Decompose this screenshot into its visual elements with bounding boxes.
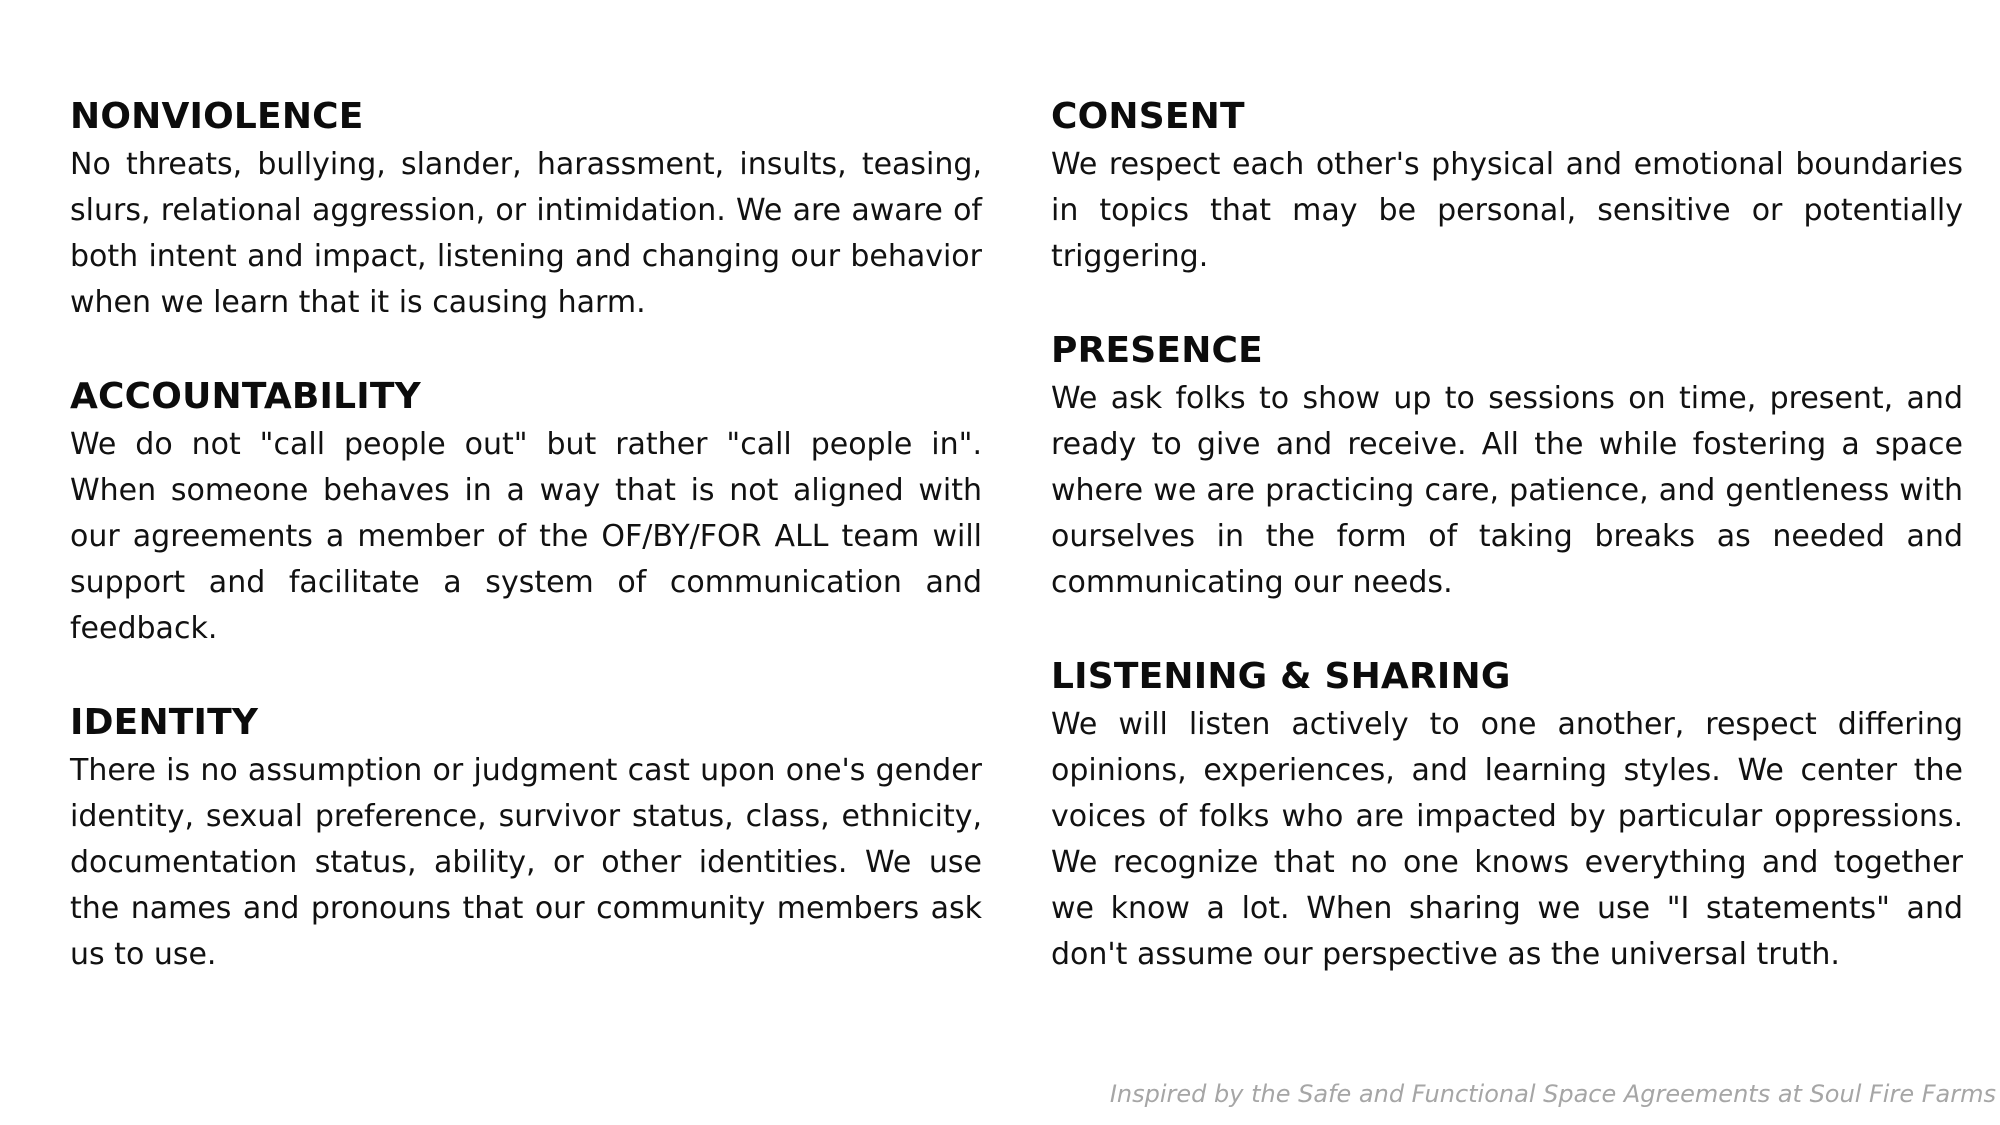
section-title: NONVIOLENCE <box>70 96 364 137</box>
section-listening-sharing <box>1051 652 1963 978</box>
section-title: PRESENCE <box>1051 330 1263 371</box>
section-identity <box>70 698 982 978</box>
section-title: IDENTITY <box>70 702 259 743</box>
section-presence <box>1051 326 1963 606</box>
section-title: CONSENT <box>1051 96 1245 137</box>
section-body: No threats, bullying, slander, harassment, insults, teasing, slurs, relational aggression, or intimidation. We are aware of both intent and impact, listening and changing our behavior when we learn that it is causing harm. <box>70 147 982 320</box>
section-body: There is no assumption or judgment cast upon one's gender identity, sexual preference, survivor status, class, ethnicity, documentation status, ability, or other identities. We use the names and pronouns that our community members ask us to use. <box>70 753 982 972</box>
section-title: LISTENING & SHARING <box>1051 656 1511 697</box>
section-accountability <box>70 372 982 652</box>
section-body: We will listen actively to one another, respect differing opinions, experiences, and learning styles. We center the voices of folks who are impacted by particular oppressions. We recognize that no one knows everything and together we know a lot. When sharing we use "I statements" and don't assume our perspective as the universal truth. <box>1051 707 1963 972</box>
section-body: We do not "call people out" but rather "call people in". When someone behaves in a way that is not aligned with our agreements a member of the OF/BY/FOR ALL team will support and facilitate a system of communication and feedback. <box>70 427 982 646</box>
right-column <box>1051 92 1963 1024</box>
section-body: We respect each other's physical and emotional boundaries in topics that may be personal, sensitive or potentially triggering. <box>1051 147 1963 274</box>
section-consent <box>1051 92 1963 280</box>
footer-credit: Inspired by the Safe and Functional Space Agreements at Soul Fire Farms <box>1109 1080 1996 1108</box>
left-column <box>70 92 982 1024</box>
section-title: ACCOUNTABILITY <box>70 376 421 417</box>
section-nonviolence <box>70 92 982 326</box>
section-body: We ask folks to show up to sessions on time, present, and ready to give and receive. All the while fostering a space where we are practicing care, patience, and gentleness with ourselves in the form of taking breaks as needed and communicating our needs. <box>1051 381 1963 600</box>
